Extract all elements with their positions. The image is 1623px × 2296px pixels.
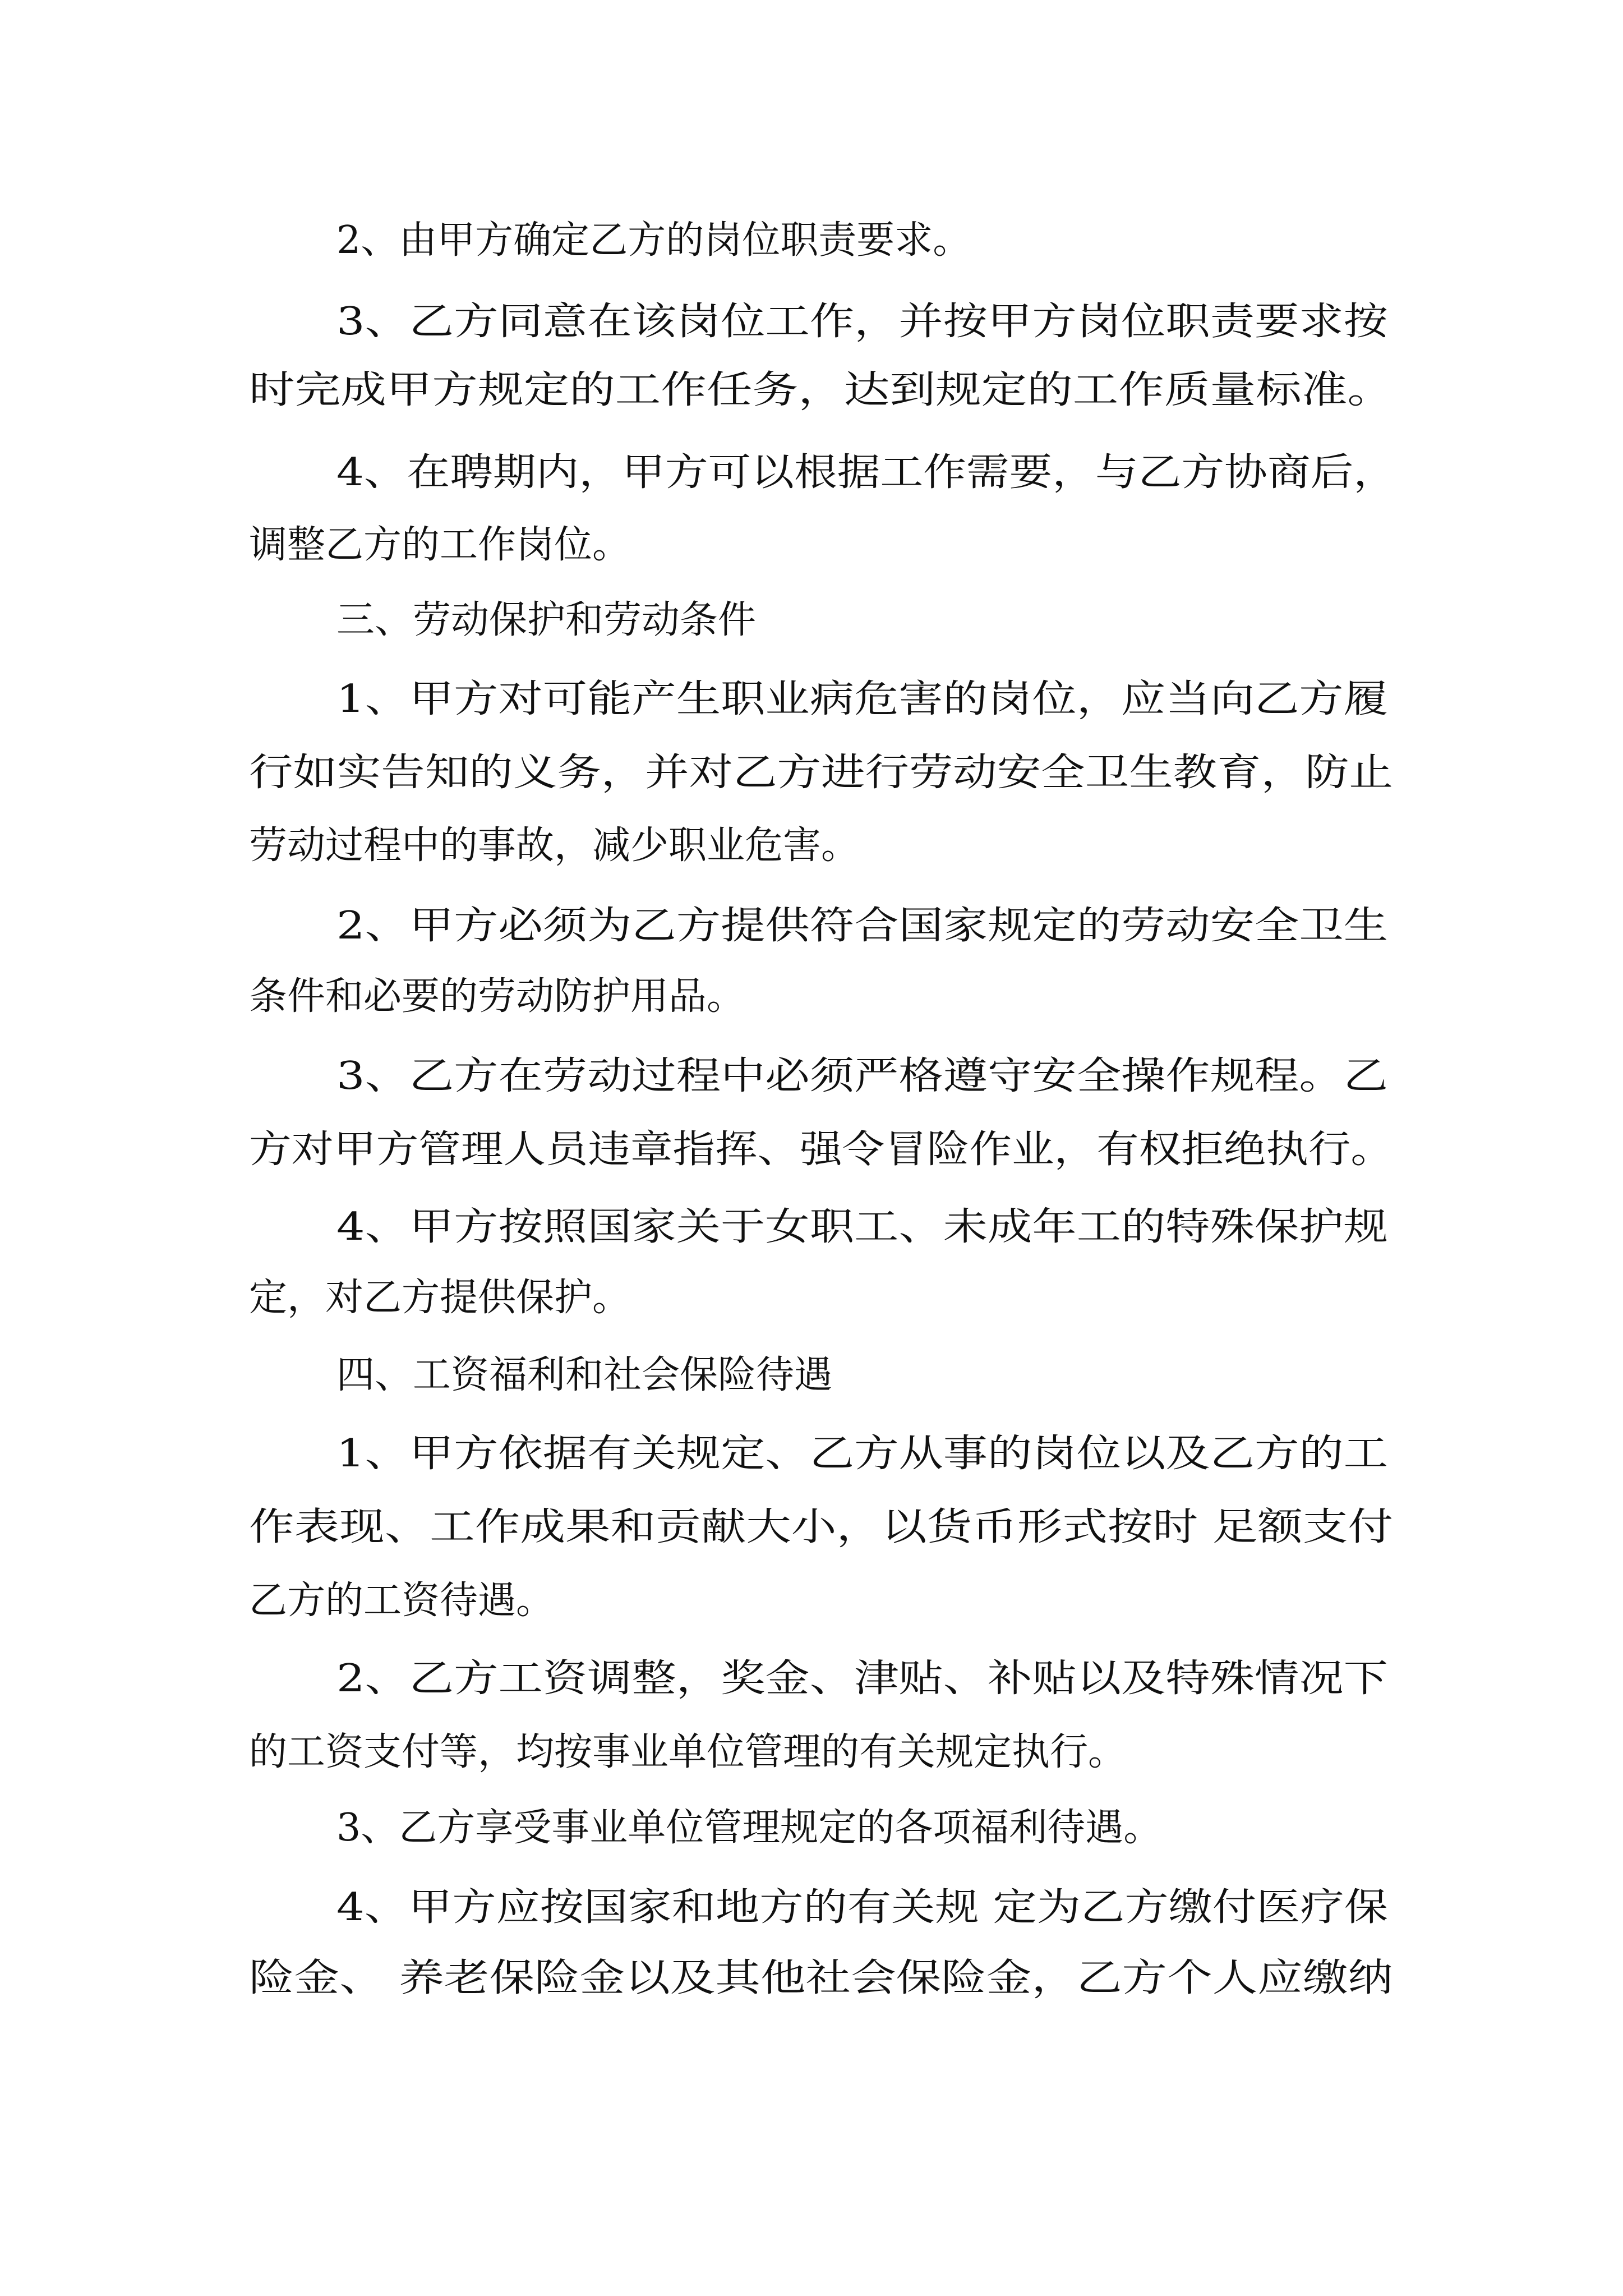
text-line-1: 2、由甲方确定乙方的岗位职责要求。 [336, 218, 971, 263]
text-line-17: 1、甲方依据有关规定、乙方从事的岗位以及乙方的工 [336, 1432, 1388, 1476]
section-heading-3: 三、劳动保护和劳动条件 [336, 598, 757, 642]
text-line-8: 行如实告知的义务，并对乙方进行劳动安全卫生教育，防止 [249, 751, 1393, 795]
text-line-19: 乙方的工资待遇。 [249, 1579, 555, 1623]
text-line-22: 3、乙方享受事业单位管理规定的各项福利待遇。 [336, 1806, 1162, 1850]
text-line-12: 3、乙方在劳动过程中必须严格遵守安全操作规程。乙 [336, 1054, 1388, 1098]
text-line-10: 2、甲方必须为乙方提供符合国家规定的劳动安全卫生 [336, 904, 1388, 948]
text-line-3: 时完成甲方规定的工作任务，达到规定的工作质量标准。 [249, 368, 1393, 412]
text-line-23: 4、甲方应按国家和地方的有关规 定为乙方缴付医疗保 [336, 1885, 1388, 1930]
text-line-2: 3、乙方同意在该岗位工作，并按甲方岗位职责要求按 [336, 300, 1388, 344]
text-line-9: 劳动过程中的事故，减少职业危害。 [249, 823, 860, 868]
text-line-24: 险金、 养老保险金以及其他社会保险金，乙方个人应缴纳 [249, 1956, 1393, 2000]
text-line-20: 2、乙方工资调整，奖金、津贴、补贴以及特殊情况下 [336, 1657, 1388, 1701]
text-line-7: 1、甲方对可能产生职业病危害的岗位，应当向乙方履 [336, 677, 1388, 721]
text-line-5: 调整乙方的工作岗位。 [249, 523, 631, 567]
text-line-18: 作表现、工作成果和贡献大小，以货币形式按时 足额支付 [249, 1505, 1393, 1549]
text-line-11: 条件和必要的劳动防护用品。 [249, 974, 745, 1019]
text-line-4: 4、在聘期内，甲方可以根据工作需要，与乙方协商后， [336, 450, 1396, 495]
text-line-13: 方对甲方管理人员违章指挥、强令冒险作业，有权拒绝执行。 [249, 1128, 1393, 1172]
text-line-15: 定，对乙方提供保护。 [249, 1276, 631, 1320]
text-line-14: 4、甲方按照国家关于女职工、未成年工的特殊保护规 [336, 1205, 1388, 1249]
text-line-21: 的工资支付等，均按事业单位管理的有关规定执行。 [249, 1730, 1127, 1774]
section-heading-4: 四、工资福利和社会保险待遇 [336, 1353, 833, 1397]
